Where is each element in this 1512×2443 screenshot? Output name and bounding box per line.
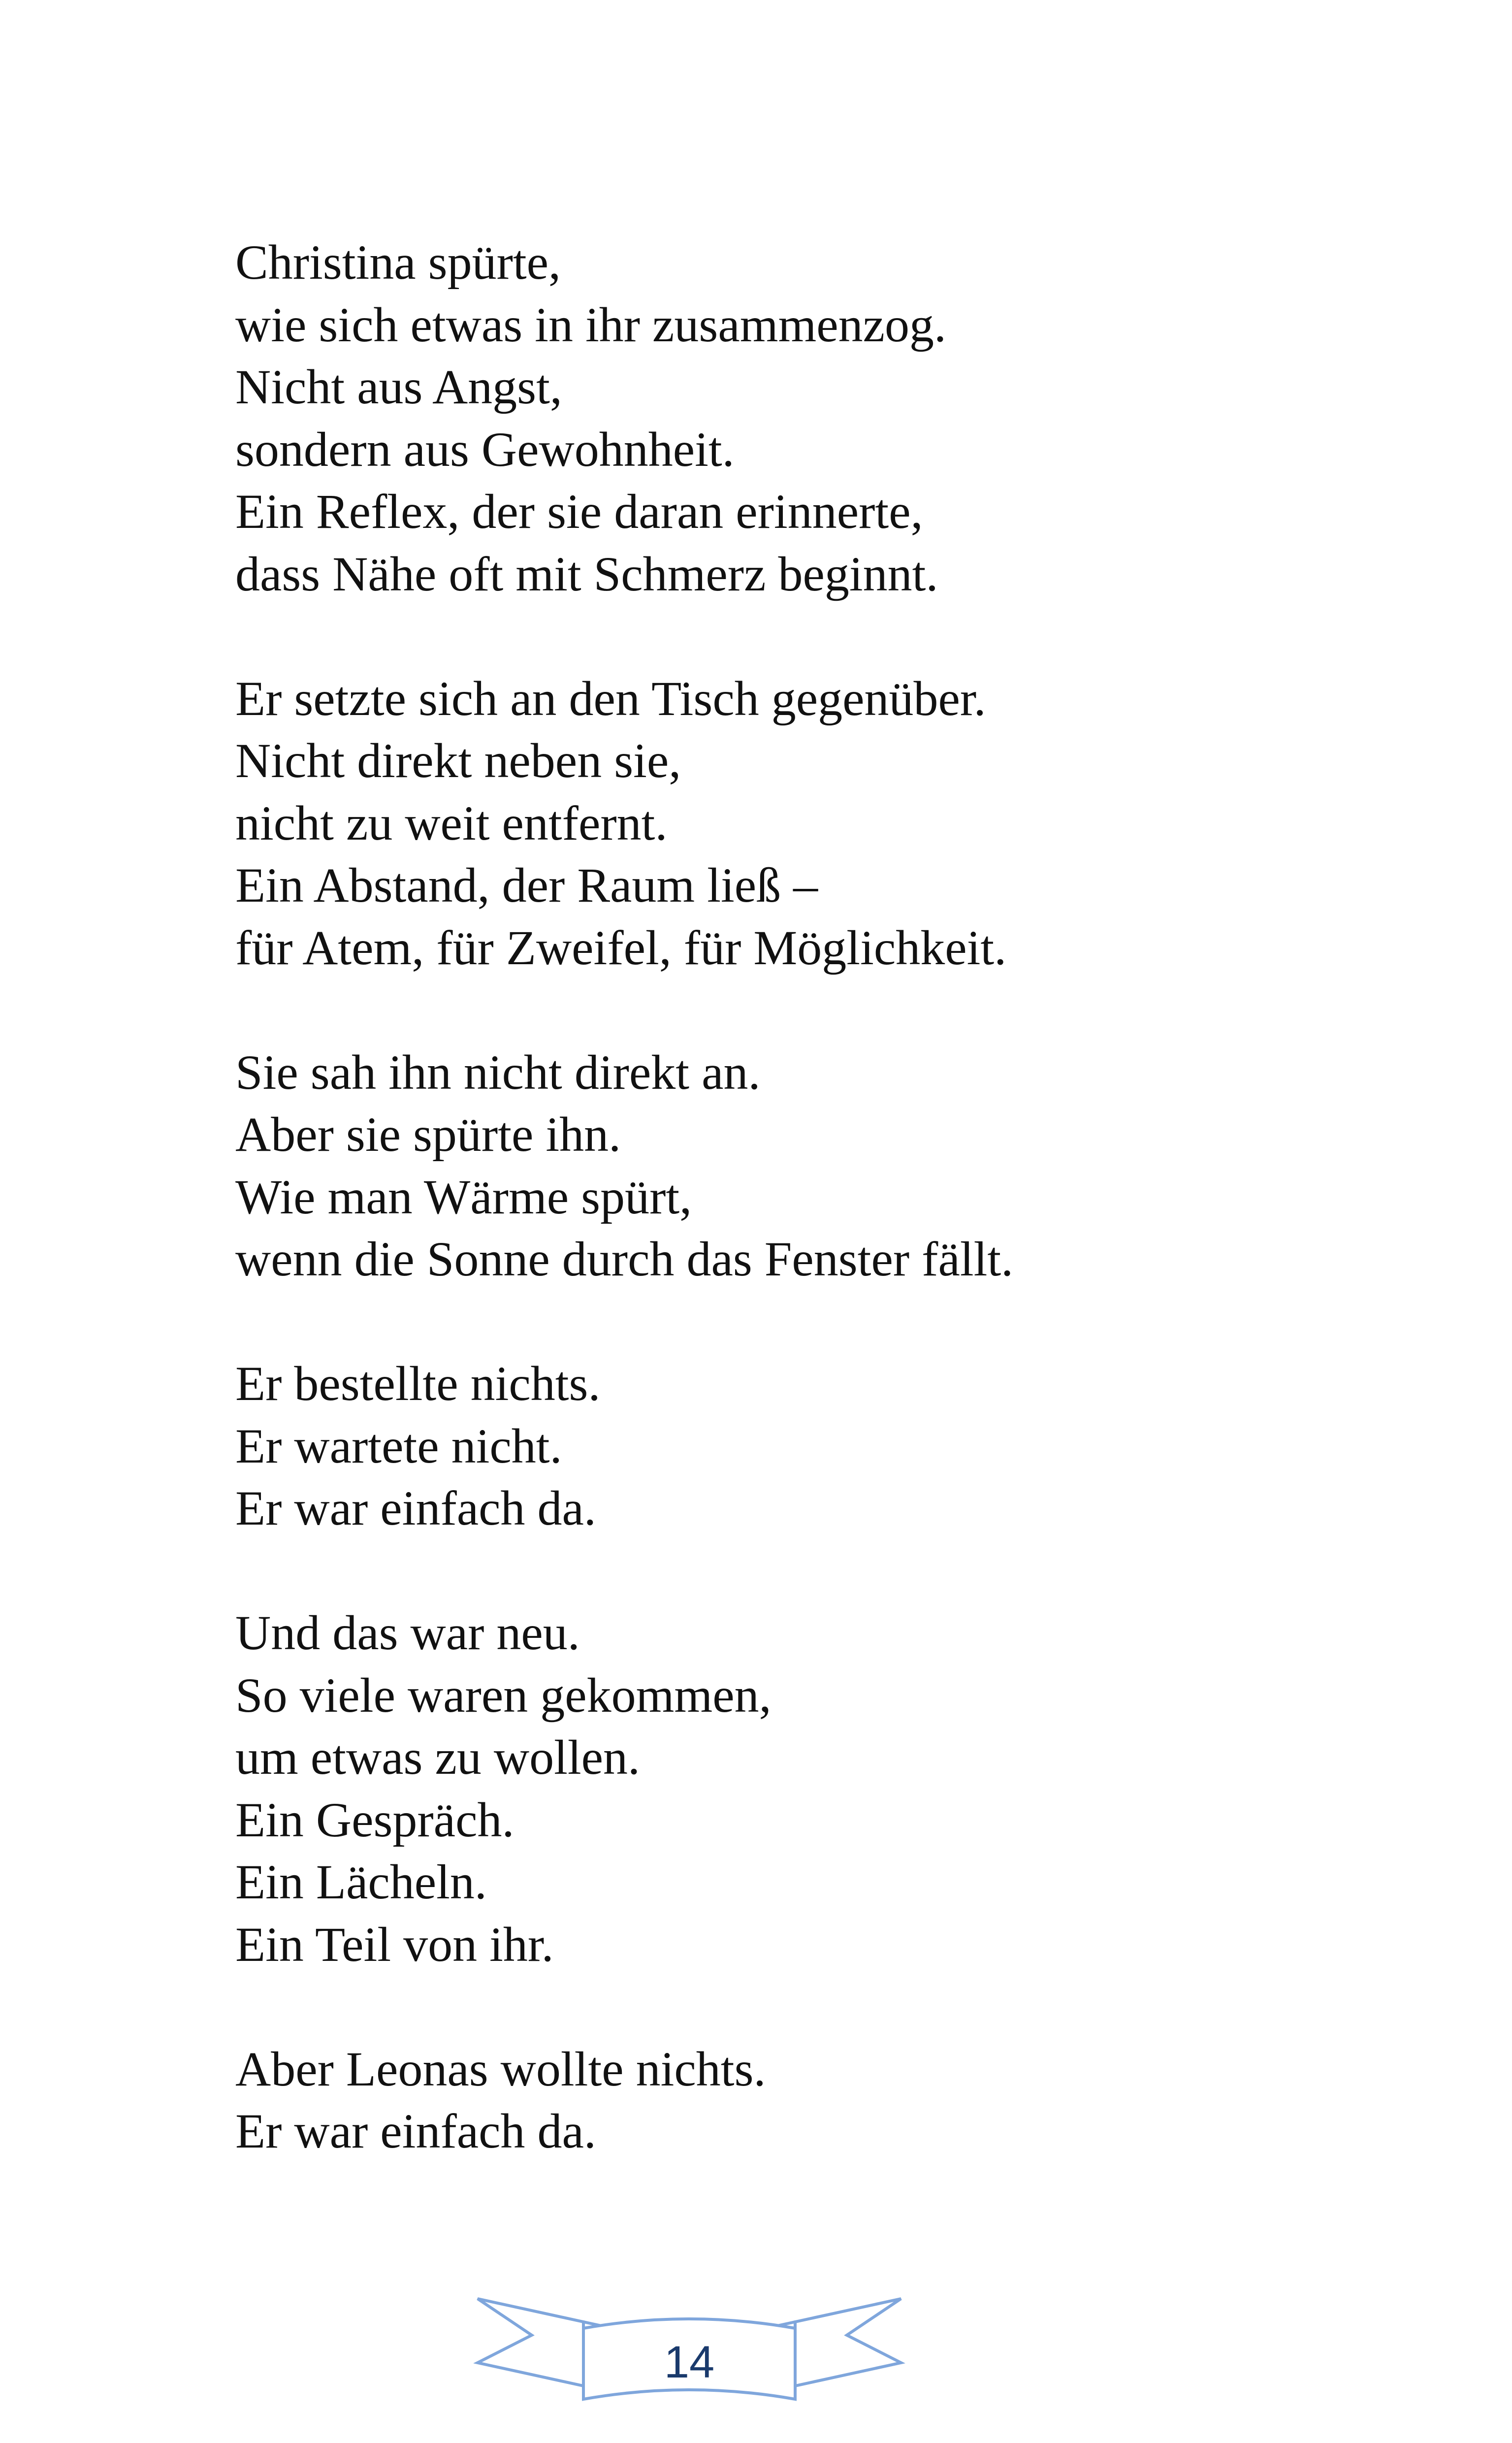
- poem-line: Ein Lächeln.: [235, 1855, 487, 1909]
- poem-line: dass Nähe oft mit Schmerz beginnt.: [235, 546, 938, 601]
- poem-line: Und das war neu.: [235, 1605, 580, 1660]
- poem-line: Ein Gespräch.: [235, 1792, 515, 1847]
- stanza: [235, 1353, 1368, 1540]
- stanza: [235, 1042, 1368, 1291]
- poem-line: Er war einfach da.: [235, 1481, 596, 1535]
- poem-line: wie sich etwas in ihr zusammenzog.: [235, 297, 947, 352]
- poem-line: Aber sie spürte ihn.: [235, 1107, 621, 1162]
- poem-line: sondern aus Gewohnheit.: [235, 422, 735, 477]
- poem-line: So viele waren gekommen,: [235, 1667, 772, 1723]
- poem-line: Er bestellte nichts.: [235, 1356, 601, 1411]
- poem-line: nicht zu weit entfernt.: [235, 795, 668, 850]
- poem-line: wenn die Sonne durch das Fenster fällt.: [235, 1232, 1014, 1286]
- poem-line: Sie sah ihn nicht direkt an.: [235, 1044, 761, 1100]
- poem-line: Aber Leonas wollte nichts.: [235, 2041, 766, 2096]
- poem-text: [235, 231, 1368, 2163]
- poem-line: Er war einfach da.: [235, 2104, 596, 2158]
- poem-line: für Atem, für Zweifel, für Möglichkeit.: [235, 920, 1007, 975]
- poem-line: Er setzte sich an den Tisch gegenüber.: [235, 671, 986, 726]
- poem-line: um etwas zu wollen.: [235, 1730, 641, 1785]
- poem-line: Ein Teil von ihr.: [235, 1917, 554, 1972]
- poem-line: Wie man Wärme spürt,: [235, 1169, 692, 1224]
- stanza: [235, 2038, 1368, 2163]
- poem-line: Nicht direkt neben sie,: [235, 733, 681, 788]
- poem-line: Nicht aus Angst,: [235, 359, 562, 414]
- page-number-ribbon: [473, 2290, 906, 2418]
- stanza: [235, 1602, 1368, 1976]
- poem-line: Christina spürte,: [235, 235, 561, 290]
- stanza: [235, 231, 1368, 605]
- poem-line: Ein Reflex, der sie daran erinnerte,: [235, 484, 923, 539]
- stanza: [235, 668, 1368, 979]
- poem-line: Er wartete nicht.: [235, 1418, 562, 1473]
- page-number: 14: [664, 2337, 715, 2387]
- poem-line: Ein Abstand, der Raum ließ –: [235, 858, 818, 912]
